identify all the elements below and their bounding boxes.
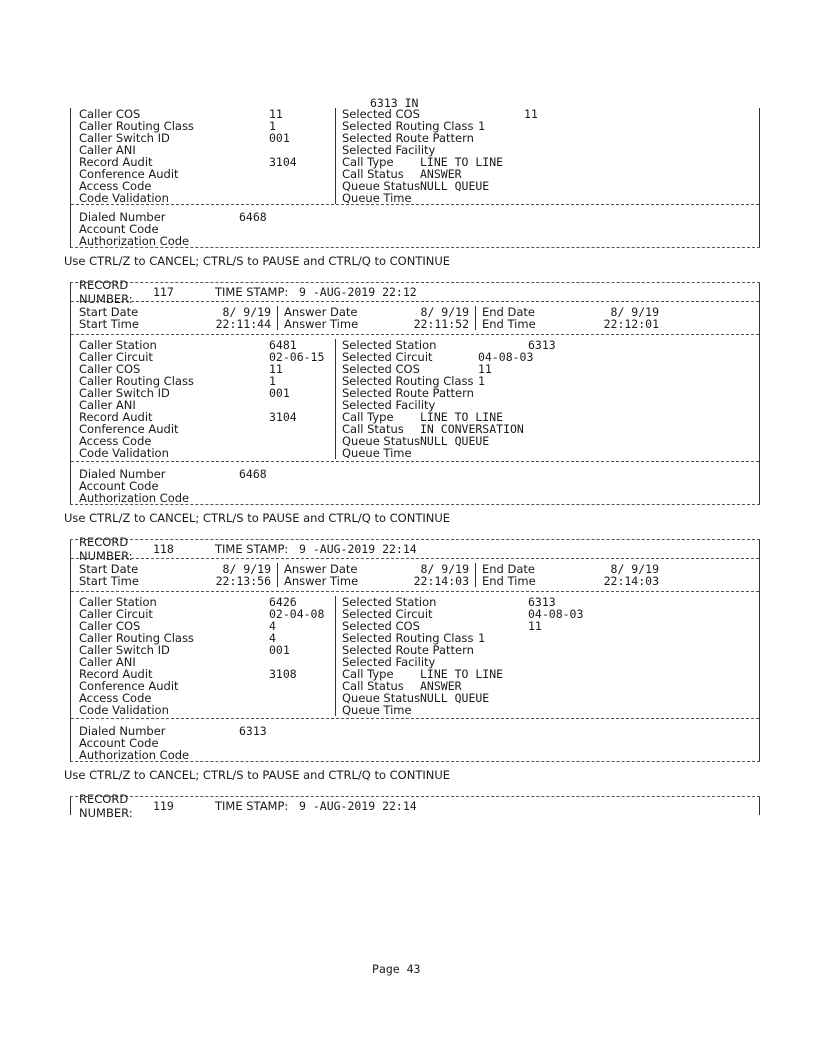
field-row: Access Code: [79, 179, 152, 193]
continued-header: 6313 IN: [370, 96, 419, 110]
field-row: Selected COS 11: [342, 362, 492, 376]
field-row: Conference Audit: [79, 167, 179, 181]
field-row: Selected Facility: [342, 143, 436, 157]
field-row: Queue Time: [342, 703, 412, 717]
field-row: Selected Facility: [342, 398, 436, 412]
timestamp-label: TIME STAMP:: [215, 542, 289, 556]
field-row: Selected Route Pattern: [342, 131, 474, 145]
field-row: Selected Routing Class 1: [342, 119, 485, 133]
page-number: Page 43: [372, 962, 421, 976]
continued-detail-block: [70, 108, 760, 247]
field-row: Caller Switch ID 001: [79, 386, 290, 400]
timestamp: 9 -AUG-2019 22:12: [299, 285, 417, 299]
field-row: Caller ANI: [79, 398, 136, 412]
selected-fields: [335, 596, 759, 716]
dialed-section: Dialed Number 6468 Account Code Authorization Code: [79, 210, 267, 248]
field-row: Conference Audit: [79, 679, 179, 693]
field-row: Caller Routing Class 4: [79, 631, 276, 645]
field-row: Caller COS 11: [79, 107, 283, 121]
field-row: Caller Station 6426: [79, 595, 297, 609]
field-row: Call Type LINE TO LINE: [342, 667, 504, 681]
field-row: Queue Status NULL QUEUE: [342, 179, 490, 193]
field-row: Call Type LINE TO LINE: [342, 410, 504, 424]
timestamp-label: TIME STAMP:: [215, 285, 289, 299]
field-row: Selected Route Pattern: [342, 386, 474, 400]
field-row: Caller Switch ID 001: [79, 643, 290, 657]
field-row: Call Status ANSWER: [342, 679, 462, 693]
dialed-section: Dialed Number 6468 Account Code Authorization Code: [79, 467, 267, 505]
record-number-label: RECORD NUMBER:: [79, 792, 133, 820]
selected-fields: [335, 108, 759, 204]
field-row: Code Validation: [79, 191, 169, 205]
field-row: Caller ANI: [79, 655, 136, 669]
record-number: 118: [153, 542, 174, 556]
timestamp: 9 -AUG-2019 22:14: [299, 799, 417, 813]
field-row: Caller Circuit 02-06-15: [79, 350, 325, 364]
date-time-grid: Start Date 8/ 9/19 Answer Date 8/ 9/19 End Date 8/ 9/19 Start Time 22:11:44 Answer Time 22:11:52 End Time 22:12:01: [71, 302, 759, 334]
field-row: Access Code: [79, 434, 152, 448]
dialed-section: Dialed Number 6313 Account Code Authorization Code: [79, 724, 267, 762]
field-row: Queue Time: [342, 191, 412, 205]
record-number-label: RECORD NUMBER:: [79, 278, 133, 306]
field-row: Selected Station 6313: [342, 595, 556, 609]
call-record: [64, 535, 760, 782]
record-header: [71, 278, 759, 306]
field-row: Call Status IN CONVERSATION: [342, 422, 524, 436]
field-row: Code Validation: [79, 446, 169, 460]
field-row: Access Code: [79, 691, 152, 705]
field-row: Selected Route Pattern: [342, 643, 474, 657]
record-number-label: RECORD NUMBER:: [79, 535, 133, 563]
field-row: Caller Circuit 02-04-08: [79, 607, 325, 621]
field-row: Code Validation: [79, 703, 169, 717]
field-row: Call Type LINE TO LINE: [342, 155, 504, 169]
field-row: Queue Time: [342, 446, 412, 460]
field-row: Caller Routing Class 1: [79, 119, 276, 133]
field-row: Selected Facility: [342, 655, 436, 669]
record-number: 119: [153, 799, 174, 813]
continued-record: [64, 96, 760, 268]
field-row: Caller COS 11: [79, 362, 283, 376]
call-record: [70, 792, 760, 820]
record-header: [71, 792, 759, 820]
field-row: Selected Station 6313: [342, 338, 556, 352]
field-row: Selected COS 11: [342, 619, 542, 633]
field-row: Caller Switch ID 001: [79, 131, 290, 145]
field-row: Caller ANI: [79, 143, 136, 157]
record-header: [71, 535, 759, 563]
field-row: Caller COS 4: [79, 619, 276, 633]
timestamp-label: TIME STAMP:: [215, 799, 289, 813]
field-row: Caller Routing Class 1: [79, 374, 276, 388]
field-row: Selected Routing Class 1: [342, 374, 485, 388]
field-row: Caller Station 6481: [79, 338, 297, 352]
field-row: Record Audit 3104: [79, 410, 297, 424]
field-row: Queue Status NULL QUEUE: [342, 434, 490, 448]
field-row: Queue Status NULL QUEUE: [342, 691, 490, 705]
call-record-report: [64, 96, 760, 820]
call-record: [64, 278, 760, 525]
field-row: Selected Circuit 04-08-03: [342, 607, 584, 621]
caller-fields: [79, 108, 335, 204]
field-row: Selected Circuit 04-08-03: [342, 350, 534, 364]
field-row: Record Audit 3108: [79, 667, 297, 681]
field-row: Call Status ANSWER: [342, 167, 462, 181]
record-number: 117: [153, 285, 174, 299]
field-row: Record Audit 3104: [79, 155, 297, 169]
field-row: Selected Routing Class 1: [342, 631, 485, 645]
caller-fields: [79, 596, 335, 716]
timestamp: 9 -AUG-2019 22:14: [299, 542, 417, 556]
control-message: Use CTRL/Z to CANCEL; CTRL/S to PAUSE and CTRL/Q to CONTINUE: [64, 768, 451, 782]
caller-fields: [79, 339, 335, 459]
field-row: Conference Audit: [79, 422, 179, 436]
control-message: Use CTRL/Z to CANCEL; CTRL/S to PAUSE and CTRL/Q to CONTINUE: [64, 511, 451, 525]
selected-fields: [335, 339, 759, 459]
control-message: Use CTRL/Z to CANCEL; CTRL/S to PAUSE and CTRL/Q to CONTINUE: [64, 254, 451, 268]
date-time-grid: Start Date 8/ 9/19 Answer Date 8/ 9/19 End Date 8/ 9/19 Start Time 22:13:56 Answer Time 22:14:03 End Time 22:14:03: [71, 559, 759, 591]
field-row: Selected COS 11: [342, 107, 538, 121]
